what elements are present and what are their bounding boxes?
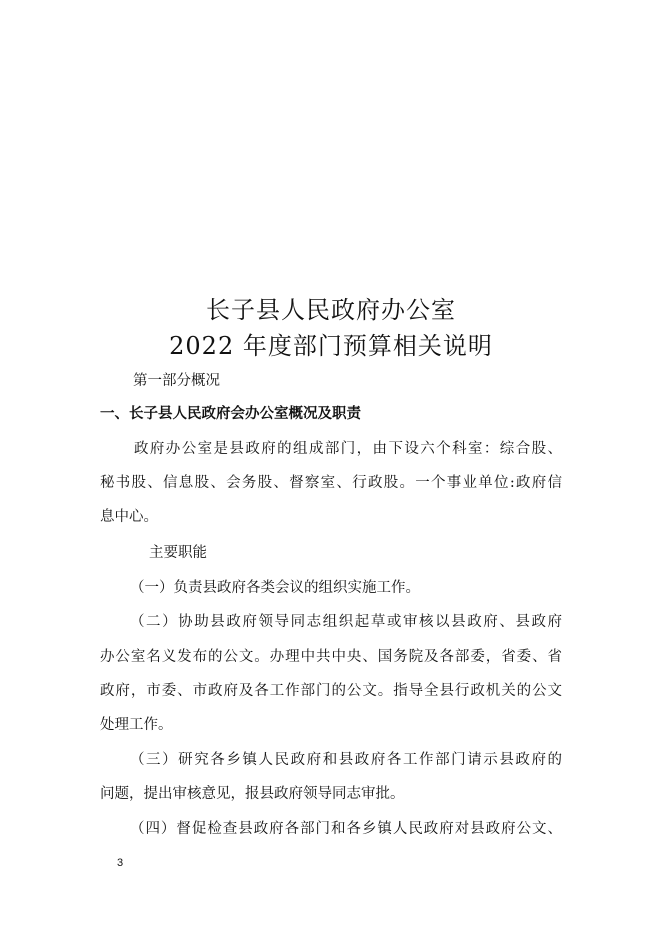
- document-title-line-1: 长子县人民政府办公室: [206, 296, 456, 324]
- document-title-line-2: 2022 年度部门预算相关说明: [169, 332, 493, 360]
- page-number: 3: [117, 857, 124, 869]
- duty-item-1: （一）负责县政府各类会议的组织实施工作。: [130, 580, 420, 596]
- paragraph-line: （四）督促检查县政府各部门和各乡镇人民政府对县政府公文、: [130, 821, 562, 837]
- main-duties-label: 主要职能: [149, 545, 207, 561]
- paragraph-line: （三）研究各乡镇人民政府和县政府各工作部门请示县政府的: [130, 752, 562, 768]
- paragraph-line: 秘书股、信息股、会务股、督察室、行政股。一个事业单位:政府信: [100, 475, 562, 491]
- paragraph-line: 政府办公室是县政府的组成部门，由下设六个科室：综合股、: [134, 441, 562, 457]
- paragraph-line: 问题，提出审核意见，报县政府领导同志审批。: [100, 786, 405, 802]
- paragraph-line: 息中心。: [100, 509, 158, 525]
- part-heading: 第一部分概况: [133, 373, 220, 389]
- paragraph-line: （二）协助县政府领导同志组织起草或审核以县政府、县政府: [130, 614, 562, 630]
- paragraph-line: 处理工作。: [100, 717, 173, 733]
- paragraph-line: 办公室名义发布的公文。办理中共中央、国务院及各部委，省委、省: [100, 649, 562, 665]
- paragraph-line: 政府，市委、市政府及各工作部门的公文。指导全县行政机关的公文: [100, 683, 562, 699]
- section-heading: 一、长子县人民政府会办公室概况及职责: [100, 406, 361, 422]
